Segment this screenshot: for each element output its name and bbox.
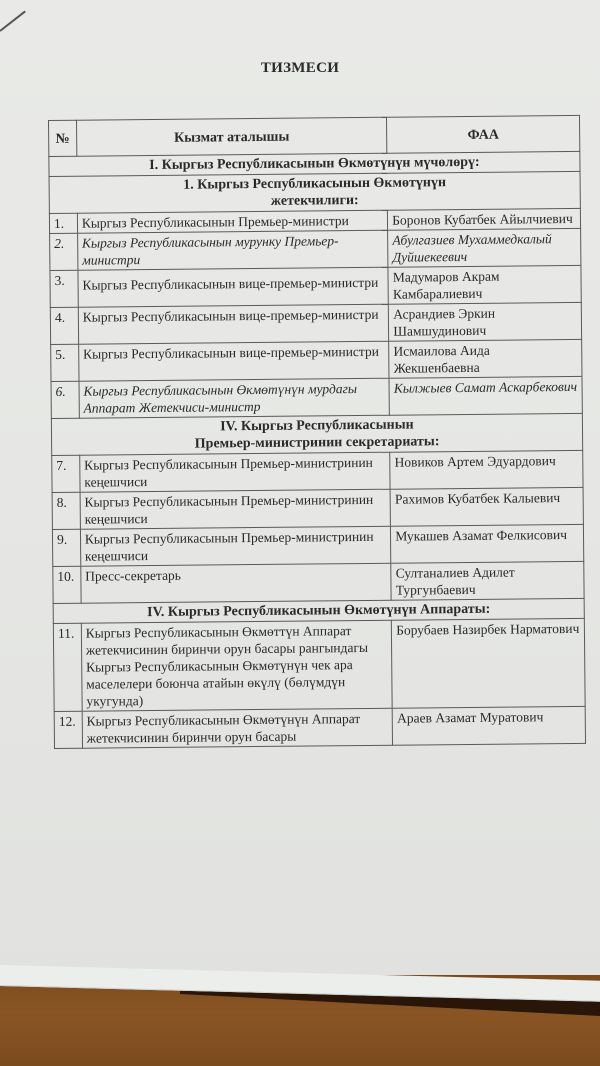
header-num: № (49, 120, 77, 156)
document-title: ТИЗМЕСИ (260, 60, 340, 76)
table-row: 12. Кыргыз Республикасынын Өкмөтүнүн Аппарат жетекчисинин биринчи орун басары Араев Азамат Муратович (54, 706, 585, 748)
section-heading-row (51, 413, 582, 455)
table-row: 8. Кыргыз Республикасынын Премьер-министринин кеңешчиси Рахимов Кубатбек Калыевич (52, 487, 583, 529)
header-position: Кызмат аталышы (76, 117, 387, 156)
table-row: 2. Кыргыз Республикасынын мурунку Премьер-министри Абулгазиев Мухаммедкалый Дуйшекеевич (50, 228, 581, 270)
header-name: ФАА (387, 115, 580, 153)
section-heading: IV. Кыргыз Республикасынын Өкмөтүнүн Аппараты: (53, 598, 584, 623)
subsection-heading-row (49, 171, 580, 213)
table-row: 7. Кыргыз Республикасынын Премьер-министринин кеңешчиси Новиков Артем Эдуардович (52, 450, 583, 492)
table-header-row (49, 115, 580, 156)
section-heading: IV. Кыргыз Республикасынын Премьер-министринин секретариаты: (51, 413, 582, 455)
section-heading: I. Кыргыз Республикасынын Өкмөтүнүн мүчөлөрү: (49, 151, 580, 176)
table-row: 5. Кыргыз Республикасынын вице-премьер-министри Исмаилова Аида Жекшенбаевна (51, 339, 582, 381)
table-row: 6. Кыргыз Республикасынын Өкмөтүнүн мурдагы Аппарат Жетекчиси-министр Кылжыев Самат Аскарбекович (51, 376, 582, 418)
table-row: 3. Кыргыз Республикасынын вице-премьер-министри Мадумаров Акрам Камбаралиевич (50, 265, 581, 307)
table-row: 9. Кыргыз Республикасынын Премьер-министринин кеңешчиси Мукашев Азамат Фелкисович (52, 524, 583, 566)
table-row: 10. Пресс-секретарь Султаналиев Адилет Тургунбаевич (53, 561, 584, 603)
table-row: 11. Кыргыз Республикасынын Өкмөттүн Аппарат жетекчисинин биринчи орун басары рангындагы Кыргыз Республикасынын Өкмөтүнүн чек ара маселелери боюнча атайын өкүлү (бөлүмдүн укугунда) Борубаев Назирбек Нарматович (53, 618, 585, 711)
table-row: 1. Кыргыз Республикасынын Премьер-министри Боронов Кубатбек Айылчиевич (49, 208, 580, 233)
table-row: 4. Кыргыз Республикасынын вице-премьер-министри Асрандиев Эркин Шамшудинович (50, 302, 581, 344)
subsection-heading: 1. Кыргыз Республикасынын Өкмөтүнүн жетекчилиги: (49, 171, 580, 213)
personnel-table (48, 115, 586, 749)
